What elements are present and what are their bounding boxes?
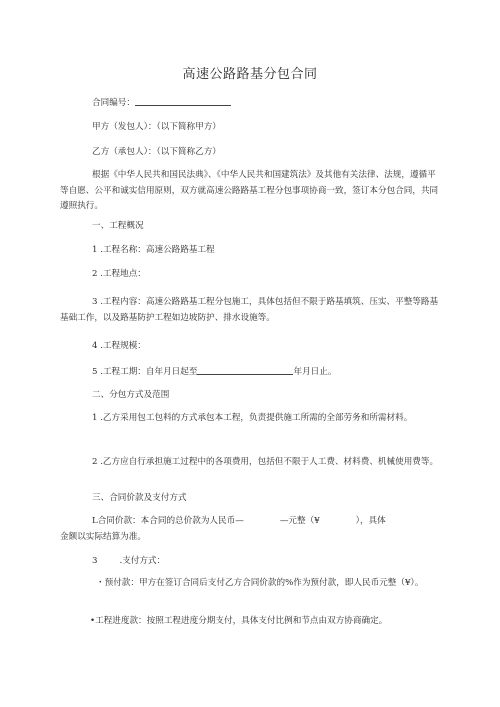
contract-price-line <box>92 514 386 528</box>
contract-price-line-2: 金额以实际结算为准。 <box>60 532 146 542</box>
section-1-item-2: 2 .工程地点： <box>92 269 146 279</box>
contract-number-label: 合同编号： <box>92 98 135 108</box>
payment-method-line <box>92 554 165 568</box>
duration-prefix: 5 .工程工期：自年月日起至 <box>92 367 198 377</box>
document-title: 高速公路路基分包合同 <box>182 67 318 82</box>
payment-method-label: .支付方式： <box>119 556 166 566</box>
duration-blank <box>197 364 293 375</box>
duration-suffix: 年月日止。 <box>293 367 337 377</box>
preamble-paragraph: 根据《中华人民共和国民法典》、《中华人民共和国建筑法》及其他有关法律、法规，遵循平等自愿、公平和诚实信用原则，双方就高速公路路基工程分包事项协商一致，签订本分包合同，共同遵照执行。 <box>60 170 439 211</box>
section-1-item-3: 3 .工程内容：高速公路路基工程分包施工，具体包括但不限于路基填筑、压实、平整等路基基础工作，以及路基防护工程如边坡防护、排水设施等。 <box>60 297 439 323</box>
section-1-item-4: 4 .工程规模： <box>92 341 146 351</box>
price-text-2: —元整（¥ <box>279 516 320 526</box>
section-1-item-1: 1 .工程名称：高速公路路基工程 <box>92 245 215 255</box>
contract-number-blank <box>135 95 231 106</box>
section-3-heading: 三、合同价款及支付方式 <box>92 493 187 503</box>
section-1-item-5 <box>92 364 336 379</box>
section-1-heading: 一、工程概况 <box>92 221 144 231</box>
contract-number-line <box>92 95 231 110</box>
payment-method-number: 3 <box>92 556 98 566</box>
section-2-heading: 二、分包方式及范围 <box>92 390 170 400</box>
progress-payment-line: •工程进度款：按照工程进度分期支付，具体支付比例和节点由双方协商确定。 <box>90 616 388 626</box>
section-2-item-2: 2 .乙方应自行承担施工过程中的各项费用，包括但不限于人工费、材料费、机械使用费等。 <box>92 457 439 467</box>
party-a-line: 甲方（发包人）：（以下简称甲方） <box>92 122 221 132</box>
price-text-3: ），具体 <box>355 516 386 526</box>
section-2-item-1: 1 .乙方采用包工包料的方式承包本工程，负责提供施工所需的全部劳务和所需材料。 <box>92 413 413 423</box>
advance-payment-paragraph: ・预付款：甲方在签订合同后支付乙方合同价款的%作为预付款，即人民币元整（¥）。 <box>96 578 424 588</box>
party-b-line: 乙方（承包人）：（以下简称乙方） <box>92 147 221 157</box>
price-text-1: L合同价款：本合同的总价款为人民币— <box>92 516 244 526</box>
